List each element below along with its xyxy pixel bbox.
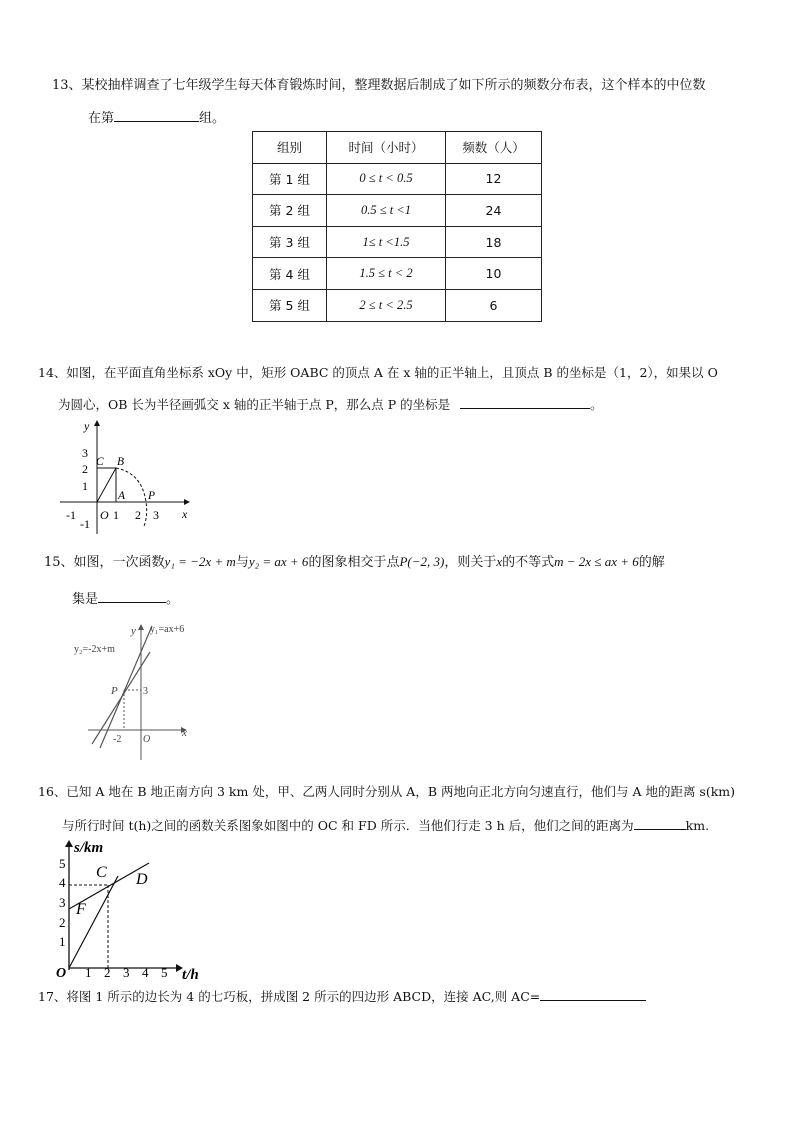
table-cell-group: 第 1 组 — [253, 163, 327, 195]
q13-line2-pre: 在第 — [88, 111, 115, 126]
x-tick-label: 5 — [161, 965, 168, 980]
table-cell-count: 18 — [446, 226, 542, 258]
y-tick-label: 2 — [59, 915, 66, 930]
q16-answer-blank[interactable] — [634, 815, 686, 830]
origin-label: O — [143, 734, 151, 745]
point-b-label: B — [117, 456, 125, 468]
x-axis-label: x — [182, 727, 187, 739]
y-tick-label: -1 — [80, 517, 90, 531]
q16-line2-post: km. — [685, 818, 710, 833]
q15-line2 — [72, 588, 179, 609]
q17-text: 17、将图 1 所示的边长为 4 的七巧板，拼成图 2 所示的四边形 ABCD，连接 AC,则 AC= — [38, 989, 541, 1004]
y-tick-label: 4 — [59, 875, 66, 890]
q16-line2-pre: 与所行时间 t(h)之间的函数关系图象如图中的 OC 和 FD 所示．当他们行走 3 h 后，他们之间的距离为 — [62, 818, 634, 833]
q15-eq2: y₂ = ax + 6 — [248, 554, 309, 569]
x-tick-label: 1 — [113, 508, 119, 522]
table-cell-group: 第 4 组 — [253, 258, 327, 290]
x-axis-label: t/h — [182, 967, 199, 983]
table-cell-group: 第 5 组 — [253, 289, 327, 321]
point-a-label: A — [118, 490, 126, 502]
q15-line2-post: 。 — [166, 592, 180, 607]
q15-var: x — [496, 554, 503, 569]
x-tick-label: -1 — [66, 508, 76, 522]
table-header: 组别 — [253, 132, 327, 164]
y-tick-label: 3 — [59, 895, 66, 910]
origin-label: O — [100, 508, 109, 522]
q14-line2-text: 为圆心，OB 长为半径画弧交 x 轴的正半轴于点 P，那么点 P 的坐标是 — [58, 397, 451, 412]
label-3: 3 — [143, 686, 148, 697]
label-y2-eq: y₂=-2x+m — [74, 644, 115, 655]
point-p-label: P — [111, 685, 118, 697]
x-axis-label: x — [182, 507, 188, 521]
q15-text-f: 的解 — [638, 555, 665, 570]
q14-graph — [60, 418, 200, 538]
y-tick-label: 1 — [82, 479, 88, 493]
table-row — [253, 226, 542, 258]
x-axis-arrow — [184, 499, 190, 505]
q16-line2 — [62, 815, 709, 835]
y-axis-label: y — [84, 419, 90, 433]
q13-line1: 13、某校抽样调查了七年级学生每天体育锻炼时间，整理数据后制成了如下所示的频数分布表，这个样本的中位数 — [52, 78, 706, 93]
q13-answer-blank[interactable] — [114, 107, 199, 122]
table-cell-count: 24 — [446, 195, 542, 227]
label-neg2: -2 — [113, 734, 122, 745]
y-tick-label: 1 — [59, 934, 66, 949]
table-cell-count: 12 — [446, 163, 542, 195]
q15-inequality: m − 2x ≤ ax + 6 — [554, 554, 639, 569]
table-cell-range: 1.5 ≤ t < 2 — [327, 258, 446, 290]
q16-line1: 16、已知 A 地在 B 地正南方向 3 km 处，甲、乙两人同时分别从 A，B 两地向正北方向匀速直行，他们与 A 地的距离 s(km) — [38, 784, 736, 799]
table-row — [253, 163, 542, 195]
x-tick-label: 1 — [85, 965, 92, 980]
frequency-table — [252, 131, 542, 322]
origin-label: O — [56, 966, 67, 981]
table-cell-range: 0.5 ≤ t <1 — [327, 195, 446, 227]
x-tick-label: 2 — [104, 965, 111, 980]
table-cell-range: 2 ≤ t < 2.5 — [327, 289, 446, 321]
q16-graph — [52, 836, 212, 981]
table-row — [253, 258, 542, 290]
table-row — [253, 289, 542, 321]
q17-answer-blank[interactable] — [540, 986, 646, 1001]
q15-text-c: 的图象相交于点 — [308, 555, 400, 570]
q14-answer-blank[interactable] — [460, 394, 590, 409]
q14-line1: 14、如图，在平面直角坐标系 xOy 中，矩形 OABC 的顶点 A 在 x 轴的正半轴上，且顶点 B 的坐标是（1，2），如果以 O — [38, 365, 718, 380]
table-cell-group: 第 2 组 — [253, 195, 327, 227]
table-cell-range: 0 ≤ t < 0.5 — [327, 163, 446, 195]
y-tick-label: 3 — [82, 446, 88, 460]
q13-line2-post: 组。 — [199, 111, 226, 126]
y-tick-label: 2 — [82, 462, 88, 476]
line-oc — [69, 876, 118, 968]
x-tick-label: 3 — [123, 965, 130, 980]
table-header: 频数（人） — [446, 132, 542, 164]
table-cell-range: 1≤ t <1.5 — [327, 226, 446, 258]
point-c-label: C — [96, 456, 104, 468]
table-cell-group: 第 3 组 — [253, 226, 327, 258]
q15-line2-pre: 集是 — [72, 592, 99, 607]
q15-line1 — [44, 553, 665, 572]
y-axis-arrow — [94, 420, 100, 426]
x-tick-label: 2 — [135, 508, 141, 522]
q15-text-a: 15、如图，一次函数 — [44, 555, 165, 570]
point-f-label: F — [76, 901, 86, 918]
segment-ob — [97, 468, 116, 502]
label-y1-eq: y₁=ax+6 — [150, 624, 185, 635]
table-row — [253, 195, 542, 227]
table-cell-count: 6 — [446, 289, 542, 321]
point-d-label: D — [136, 871, 148, 888]
q15-graph — [70, 618, 210, 763]
q17-line1 — [38, 986, 646, 1006]
y-axis-arrow — [138, 624, 144, 630]
q14-line2-post: 。 — [590, 397, 603, 412]
point-c-label: C — [96, 864, 107, 881]
q15-text-e: 的不等式 — [502, 555, 555, 570]
y-axis-arrow — [65, 840, 73, 847]
q15-answer-blank[interactable] — [98, 588, 166, 603]
x-tick-label: 4 — [142, 965, 149, 980]
point-p-label: P — [148, 490, 156, 502]
q14-line2 — [58, 394, 603, 414]
q15-eq1: y₁ = −2x + m — [164, 554, 236, 569]
table-cell-count: 10 — [446, 258, 542, 290]
q15-text-b: 与 — [235, 555, 249, 570]
y-tick-label: 5 — [59, 856, 66, 871]
q15-point: P(−2, 3) — [399, 554, 445, 569]
table-header-row — [253, 132, 542, 164]
q13-line2 — [88, 107, 225, 128]
y-axis-label: y — [131, 625, 136, 637]
x-tick-label: 3 — [153, 508, 159, 522]
q15-text-d: ，则关于 — [444, 555, 497, 570]
y-axis-label: s/km — [74, 840, 104, 856]
table-header: 时间（小时） — [327, 132, 446, 164]
